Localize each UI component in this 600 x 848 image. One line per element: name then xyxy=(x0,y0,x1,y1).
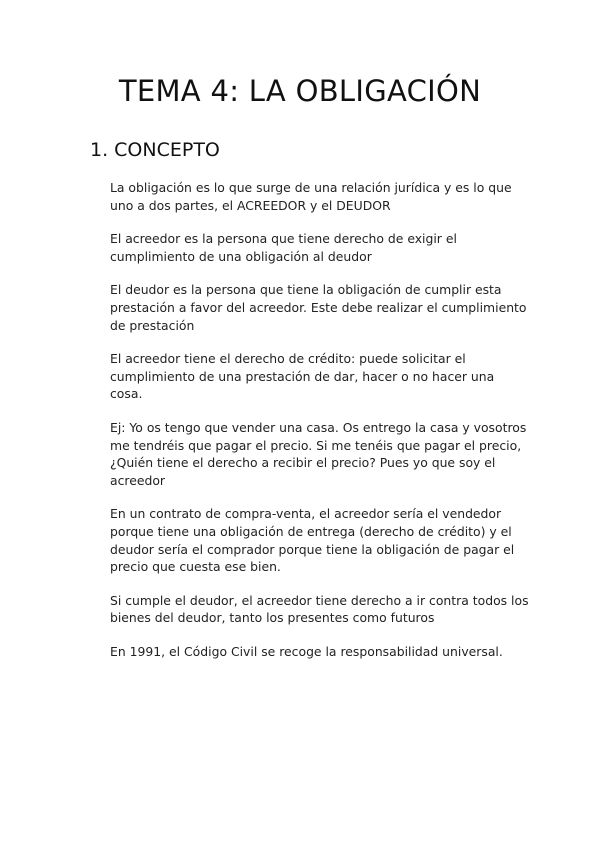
paragraph-acreedor: El acreedor es la persona que tiene derecho de exigir el cumplimiento de una obligación al deudor xyxy=(110,231,457,264)
paragraph-definition: La obligación es lo que surge de una relación jurídica y es lo que uno a dos partes, el ACREEDOR y el DEUDOR xyxy=(110,180,512,213)
section-heading: 1. CONCEPTO xyxy=(90,139,220,161)
paragraph-compraventa: En un contrato de compra-venta, el acreedor sería el vendedor porque tiene una obligación de entrega (derecho de crédito) y el deudor sería el comprador porque tiene la obligación de pagar el precio que cuesta ese bien. xyxy=(110,506,515,575)
paragraph-ejemplo: Ej: Yo os tengo que vender una casa. Os entrego la casa y vosotros me tendréis que pagar el precio. Si me tenéis que pagar el precio, ¿Quién tiene el derecho a recibir el precio? Pues yo que soy el acreedor xyxy=(110,419,527,488)
paragraph-codigo-civil: En 1991, el Código Civil se recoge la responsabilidad universal. xyxy=(110,643,503,659)
paragraph-bienes: Si cumple el deudor, el acreedor tiene derecho a ir contra todos los bienes del deudor, tanto los presentes como futuros xyxy=(110,592,529,626)
section-body xyxy=(110,179,530,676)
page-title: TEMA 4: LA OBLIGACIÓN xyxy=(118,74,482,108)
paragraph-derecho-credito: El acreedor tiene el derecho de crédito: puede solicitar el cumplimiento de una prestación de dar, hacer o no hacer una cosa. xyxy=(110,351,495,402)
paragraph-deudor: El deudor es la persona que tiene la obligación de cumplir esta prestación a favor del acreedor. Este debe realizar el cumplimiento de prestación xyxy=(110,282,527,333)
